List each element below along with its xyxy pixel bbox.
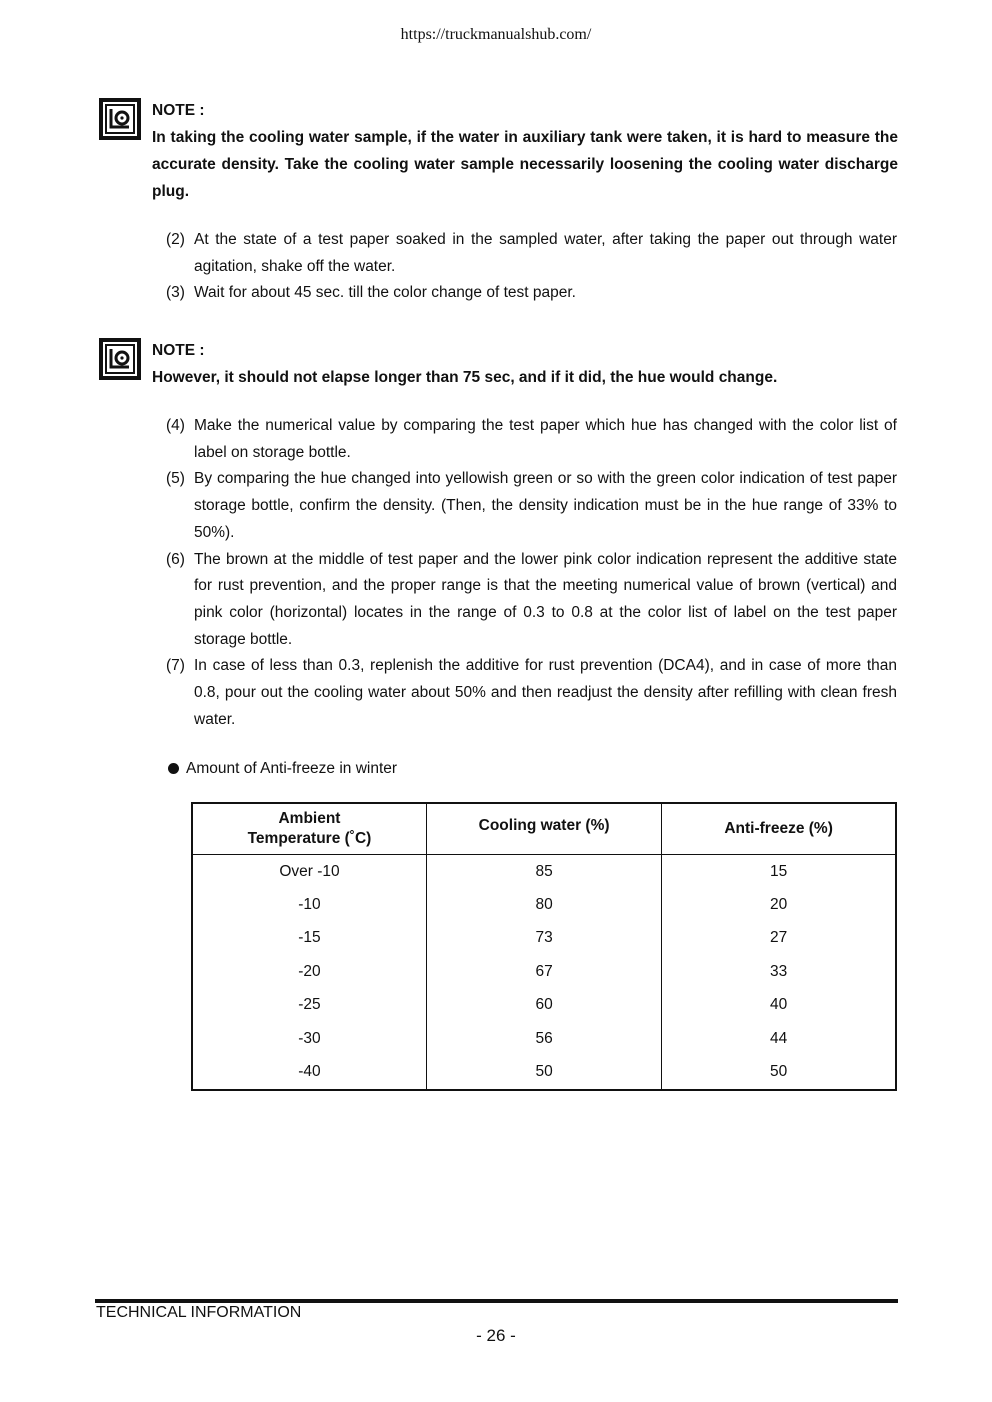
- table-cell: 67: [426, 955, 661, 988]
- table-row: [192, 1022, 896, 1055]
- table-cell: -15: [192, 922, 426, 955]
- list-item: [166, 653, 897, 733]
- step-number: (5): [166, 470, 185, 488]
- table-row: [192, 989, 896, 1022]
- table-cell: 50: [662, 1055, 896, 1089]
- list-item: [166, 547, 897, 654]
- col-header-cooling-water: Cooling water (%): [426, 803, 661, 855]
- list-item: [166, 227, 897, 280]
- table-row: [192, 855, 896, 889]
- step-number: (6): [166, 550, 185, 568]
- table-cell: 33: [662, 955, 896, 988]
- step-number: (4): [166, 417, 185, 434]
- list-item: [166, 280, 897, 307]
- bullet-icon: [168, 763, 179, 774]
- table-cell: -20: [192, 955, 426, 988]
- table-row: [192, 888, 896, 921]
- note-label: NOTE :: [152, 102, 205, 119]
- col-header-anti-freeze: Anti-freeze (%): [662, 803, 896, 855]
- table-cell: 20: [662, 888, 896, 921]
- table-cell: -10: [192, 888, 426, 921]
- footer-section: TECHNICAL INFORMATION: [96, 1304, 302, 1321]
- footer-rule: [95, 1299, 898, 1303]
- step-text: The brown at the middle of test paper and the lower pink color indication represent the additive state for rust prevention, and the proper range is that the meeting numerical value of brown (vertical) and pink color (horizontal) locates in the range of 0.3 to 0.8 at the color list of label on the test paper storage bottle.: [194, 550, 897, 648]
- table-cell: 85: [426, 855, 661, 889]
- list-item: [166, 466, 897, 546]
- col-header-line: Temperature (˚C): [247, 830, 372, 847]
- note-text: However, it should not elapse longer than 75 sec, and if it did, the hue would change.: [152, 369, 778, 386]
- table-cell: 60: [426, 989, 661, 1022]
- table-cell: 40: [662, 989, 896, 1022]
- antifreeze-heading: [168, 760, 397, 778]
- step-number: (7): [166, 657, 185, 675]
- table-cell: 50: [426, 1055, 661, 1089]
- note-label: NOTE :: [152, 342, 205, 359]
- table-cell: 56: [426, 1022, 661, 1055]
- antifreeze-heading-text: Amount of Anti-freeze in winter: [186, 760, 398, 777]
- step-text: In case of less than 0.3, replenish the additive for rust prevention (DCA4), and in case of more than 0.8, pour out the cooling water about 50% and then readjust the density after refilling with clean fresh water.: [194, 657, 897, 728]
- step-number: (3): [166, 284, 185, 302]
- note-block-2: [98, 337, 898, 387]
- table-row: [192, 955, 896, 988]
- table-row: [192, 922, 896, 955]
- table-header-row: [192, 803, 896, 855]
- step-text: At the state of a test paper soaked in the sampled water, after taking the paper out through water agitation, shake off the water.: [194, 231, 897, 275]
- note-text: In taking the cooling water sample, if the water in auxiliary tank were taken, it is hard to measure the accurate density. Take the cooling water sample necessarily loosening the cooling water discharge plug.: [152, 129, 898, 200]
- note-icon: [98, 97, 142, 141]
- table-cell: -40: [192, 1055, 426, 1089]
- note-block-1: [98, 97, 898, 200]
- step-text: Make the numerical value by comparing the test paper which hue has changed with the color list of label on storage bottle.: [194, 417, 897, 461]
- table-cell: 80: [426, 888, 661, 921]
- header-url[interactable]: https://truckmanualshub.com/: [400, 26, 592, 43]
- steps-list-a: [166, 227, 897, 307]
- table-cell: Over -10: [192, 855, 426, 889]
- table-cell: -25: [192, 989, 426, 1022]
- steps-list-b: [166, 413, 897, 733]
- col-header-temperature: [192, 803, 426, 855]
- table-cell: 27: [662, 922, 896, 955]
- antifreeze-table: [191, 802, 897, 1091]
- step-text: By comparing the hue changed into yellowish green or so with the green color indication of test paper storage bottle, confirm the density. (Then, the density indication must be in the hue range of 33% to 50%).: [194, 470, 897, 541]
- table-cell: 15: [662, 855, 896, 889]
- table-cell: 44: [662, 1022, 896, 1055]
- page-number: - 26 -: [476, 1326, 516, 1345]
- step-text: Wait for about 45 sec. till the color change of test paper.: [194, 284, 576, 302]
- table-row: [192, 1055, 896, 1089]
- table-cell: -30: [192, 1022, 426, 1055]
- col-header-line: Ambient: [278, 810, 341, 827]
- step-number: (2): [166, 231, 185, 248]
- note-icon: [98, 337, 142, 381]
- table-cell: 73: [426, 922, 661, 955]
- list-item: [166, 413, 897, 466]
